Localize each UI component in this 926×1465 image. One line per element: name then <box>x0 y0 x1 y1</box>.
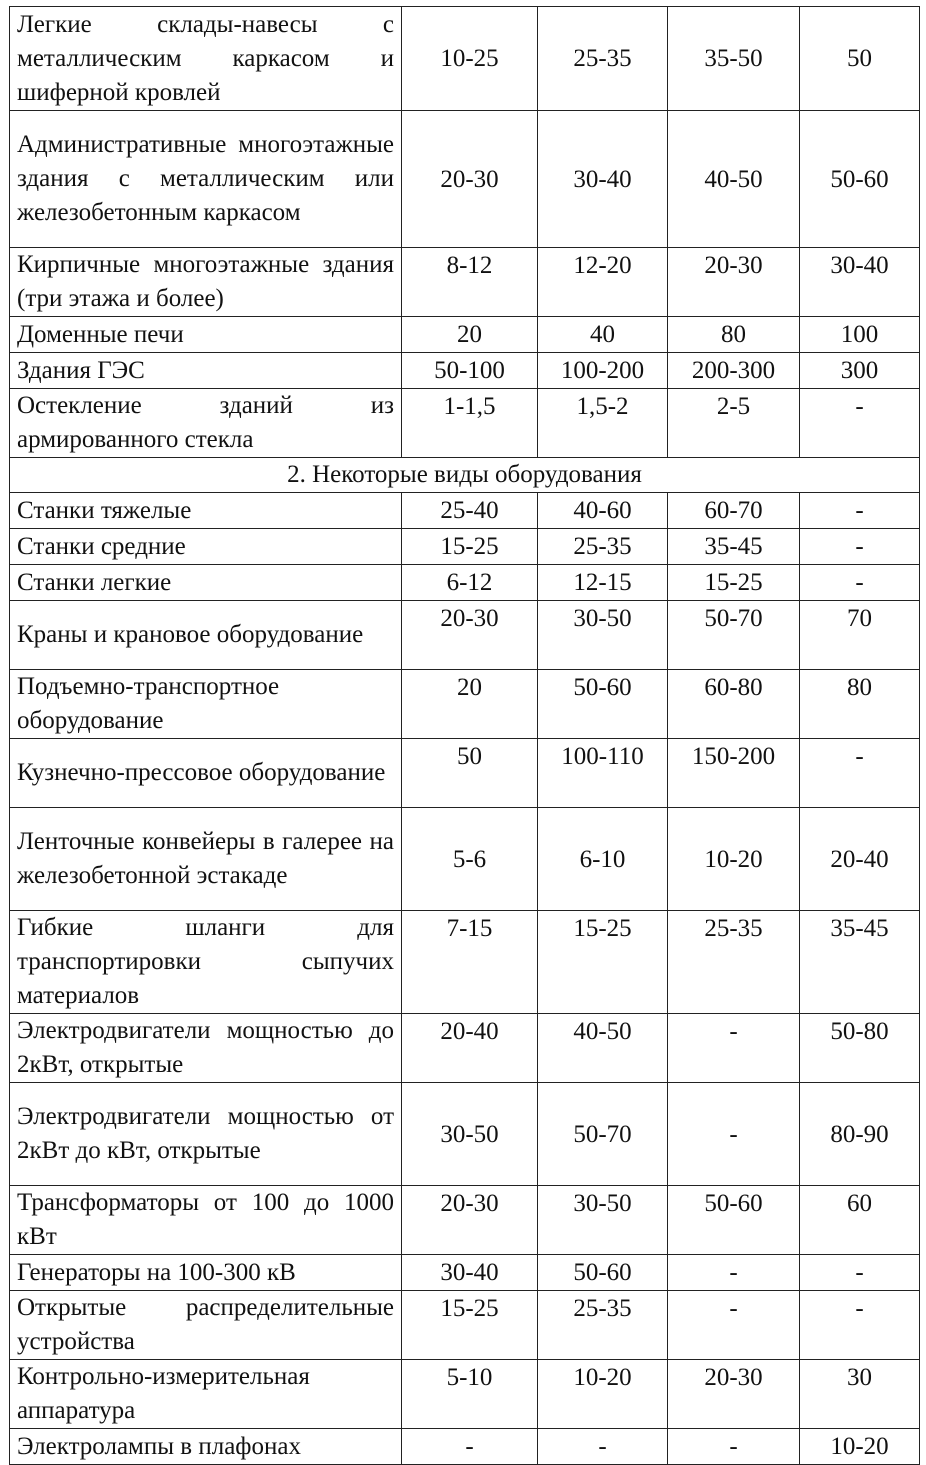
table-row <box>10 1291 920 1360</box>
value-cell-1: 6-12 <box>402 565 538 601</box>
value-cell-2: 50-60 <box>538 1255 668 1291</box>
value-cell-1: 20-30 <box>402 1186 538 1255</box>
value-cell-4: 50-80 <box>800 1014 920 1083</box>
value-cell-4: 50 <box>800 7 920 111</box>
table-row <box>10 111 920 248</box>
value-cell-1: 8-12 <box>402 248 538 317</box>
value-cell-4: 80 <box>800 670 920 739</box>
table-row <box>10 670 920 739</box>
row-name: Контрольно-измерительная аппаратура <box>10 1360 402 1429</box>
value-cell-2: 12-20 <box>538 248 668 317</box>
value-cell-2: 6-10 <box>538 808 668 911</box>
value-cell-4: 50-60 <box>800 111 920 248</box>
value-cell-2: 30-40 <box>538 111 668 248</box>
table-row <box>10 1255 920 1291</box>
table-section-equipment <box>10 493 920 1465</box>
value-cell-4: 10-20 <box>800 1429 920 1465</box>
row-name: Станки средние <box>10 529 402 565</box>
value-cell-1: 25-40 <box>402 493 538 529</box>
value-cell-3: 40-50 <box>668 111 800 248</box>
table-row <box>10 7 920 111</box>
table-section-header <box>10 458 920 493</box>
value-cell-4: - <box>800 739 920 808</box>
value-cell-3: 200-300 <box>668 353 800 389</box>
value-cell-1: 10-25 <box>402 7 538 111</box>
value-cell-4: - <box>800 565 920 601</box>
row-name: Генераторы на 100-300 кВ <box>10 1255 402 1291</box>
value-cell-3: 50-60 <box>668 1186 800 1255</box>
value-cell-3: - <box>668 1255 800 1291</box>
table-row <box>10 353 920 389</box>
value-cell-3: 10-20 <box>668 808 800 911</box>
table-row <box>10 565 920 601</box>
value-cell-2: 25-35 <box>538 7 668 111</box>
table-section-buildings <box>10 7 920 458</box>
row-name: Кузнечно-прессовое оборудование <box>10 739 402 808</box>
value-cell-2: 25-35 <box>538 529 668 565</box>
value-cell-1: 50 <box>402 739 538 808</box>
value-cell-4: 30 <box>800 1360 920 1429</box>
table-row <box>10 739 920 808</box>
row-name: Административные многоэтажные здания с металлическим или железобетонным каркасом <box>10 111 402 248</box>
table-row <box>10 389 920 458</box>
value-cell-3: - <box>668 1429 800 1465</box>
value-cell-2: 30-50 <box>538 601 668 670</box>
value-cell-4: 300 <box>800 353 920 389</box>
row-name: Трансформаторы от 100 до 1000 кВт <box>10 1186 402 1255</box>
value-cell-1: 50-100 <box>402 353 538 389</box>
row-name: Доменные печи <box>10 317 402 353</box>
value-cell-1: 20-40 <box>402 1014 538 1083</box>
row-name: Здания ГЭС <box>10 353 402 389</box>
value-cell-2: 12-15 <box>538 565 668 601</box>
value-cell-2: 40-50 <box>538 1014 668 1083</box>
value-cell-2: 40-60 <box>538 493 668 529</box>
value-cell-4: 20-40 <box>800 808 920 911</box>
row-name: Легкие склады-навесы с металлическим каркасом и шиферной кровлей <box>10 7 402 111</box>
value-cell-3: 35-45 <box>668 529 800 565</box>
value-cell-3: 15-25 <box>668 565 800 601</box>
value-cell-2: - <box>538 1429 668 1465</box>
value-cell-3: 25-35 <box>668 911 800 1014</box>
damage-table <box>9 6 920 1465</box>
value-cell-2: 25-35 <box>538 1291 668 1360</box>
value-cell-4: 30-40 <box>800 248 920 317</box>
value-cell-4: 35-45 <box>800 911 920 1014</box>
value-cell-2: 40 <box>538 317 668 353</box>
value-cell-3: 20-30 <box>668 248 800 317</box>
table-row <box>10 1083 920 1186</box>
value-cell-1: 5-10 <box>402 1360 538 1429</box>
value-cell-2: 1,5-2 <box>538 389 668 458</box>
value-cell-1: 20 <box>402 670 538 739</box>
value-cell-3: - <box>668 1083 800 1186</box>
value-cell-2: 10-20 <box>538 1360 668 1429</box>
value-cell-1: 20 <box>402 317 538 353</box>
row-name: Электродвигатели мощностью до 2кВт, открытые <box>10 1014 402 1083</box>
value-cell-4: 100 <box>800 317 920 353</box>
value-cell-1: - <box>402 1429 538 1465</box>
row-name: Остекление зданий из армированного стекла <box>10 389 402 458</box>
table-row <box>10 1429 920 1465</box>
value-cell-1: 15-25 <box>402 529 538 565</box>
value-cell-3: - <box>668 1014 800 1083</box>
table-row <box>10 808 920 911</box>
row-name: Станки тяжелые <box>10 493 402 529</box>
value-cell-2: 50-60 <box>538 670 668 739</box>
row-name: Открытые распределительные устройства <box>10 1291 402 1360</box>
value-cell-3: 150-200 <box>668 739 800 808</box>
value-cell-3: 35-50 <box>668 7 800 111</box>
table-row <box>10 911 920 1014</box>
table-row <box>10 1360 920 1429</box>
table-row <box>10 601 920 670</box>
value-cell-3: 80 <box>668 317 800 353</box>
value-cell-1: 1-1,5 <box>402 389 538 458</box>
table-row <box>10 317 920 353</box>
value-cell-1: 7-15 <box>402 911 538 1014</box>
value-cell-3: 60-70 <box>668 493 800 529</box>
value-cell-3: 20-30 <box>668 1360 800 1429</box>
value-cell-4: 80-90 <box>800 1083 920 1186</box>
value-cell-2: 15-25 <box>538 911 668 1014</box>
value-cell-2: 100-200 <box>538 353 668 389</box>
value-cell-2: 100-110 <box>538 739 668 808</box>
section-title: 2. Некоторые виды оборудования <box>10 458 920 493</box>
table-row <box>10 1186 920 1255</box>
row-name: Гибкие шланги для транспортировки сыпучих материалов <box>10 911 402 1014</box>
row-name: Станки легкие <box>10 565 402 601</box>
value-cell-4: 70 <box>800 601 920 670</box>
row-name: Электродвигатели мощностью от 2кВт до кВт, открытые <box>10 1083 402 1186</box>
row-name: Подъемно-транспортное оборудование <box>10 670 402 739</box>
value-cell-3: 50-70 <box>668 601 800 670</box>
value-cell-4: - <box>800 493 920 529</box>
value-cell-1: 5-6 <box>402 808 538 911</box>
row-name: Ленточные конвейеры в галерее на железобетонной эстакаде <box>10 808 402 911</box>
value-cell-4: - <box>800 389 920 458</box>
row-name: Электролампы в плафонах <box>10 1429 402 1465</box>
row-name: Кирпичные многоэтажные здания (три этажа и более) <box>10 248 402 317</box>
value-cell-1: 15-25 <box>402 1291 538 1360</box>
value-cell-1: 20-30 <box>402 601 538 670</box>
value-cell-1: 30-40 <box>402 1255 538 1291</box>
value-cell-4: - <box>800 1255 920 1291</box>
row-name: Краны и крановое оборудование <box>10 601 402 670</box>
table-row <box>10 529 920 565</box>
value-cell-4: - <box>800 1291 920 1360</box>
value-cell-4: - <box>800 529 920 565</box>
value-cell-3: 60-80 <box>668 670 800 739</box>
value-cell-1: 30-50 <box>402 1083 538 1186</box>
table-row <box>10 248 920 317</box>
value-cell-2: 30-50 <box>538 1186 668 1255</box>
value-cell-2: 50-70 <box>538 1083 668 1186</box>
table-row <box>10 493 920 529</box>
value-cell-3: - <box>668 1291 800 1360</box>
table-row <box>10 1014 920 1083</box>
value-cell-3: 2-5 <box>668 389 800 458</box>
section-header-row <box>10 458 920 493</box>
value-cell-1: 20-30 <box>402 111 538 248</box>
value-cell-4: 60 <box>800 1186 920 1255</box>
